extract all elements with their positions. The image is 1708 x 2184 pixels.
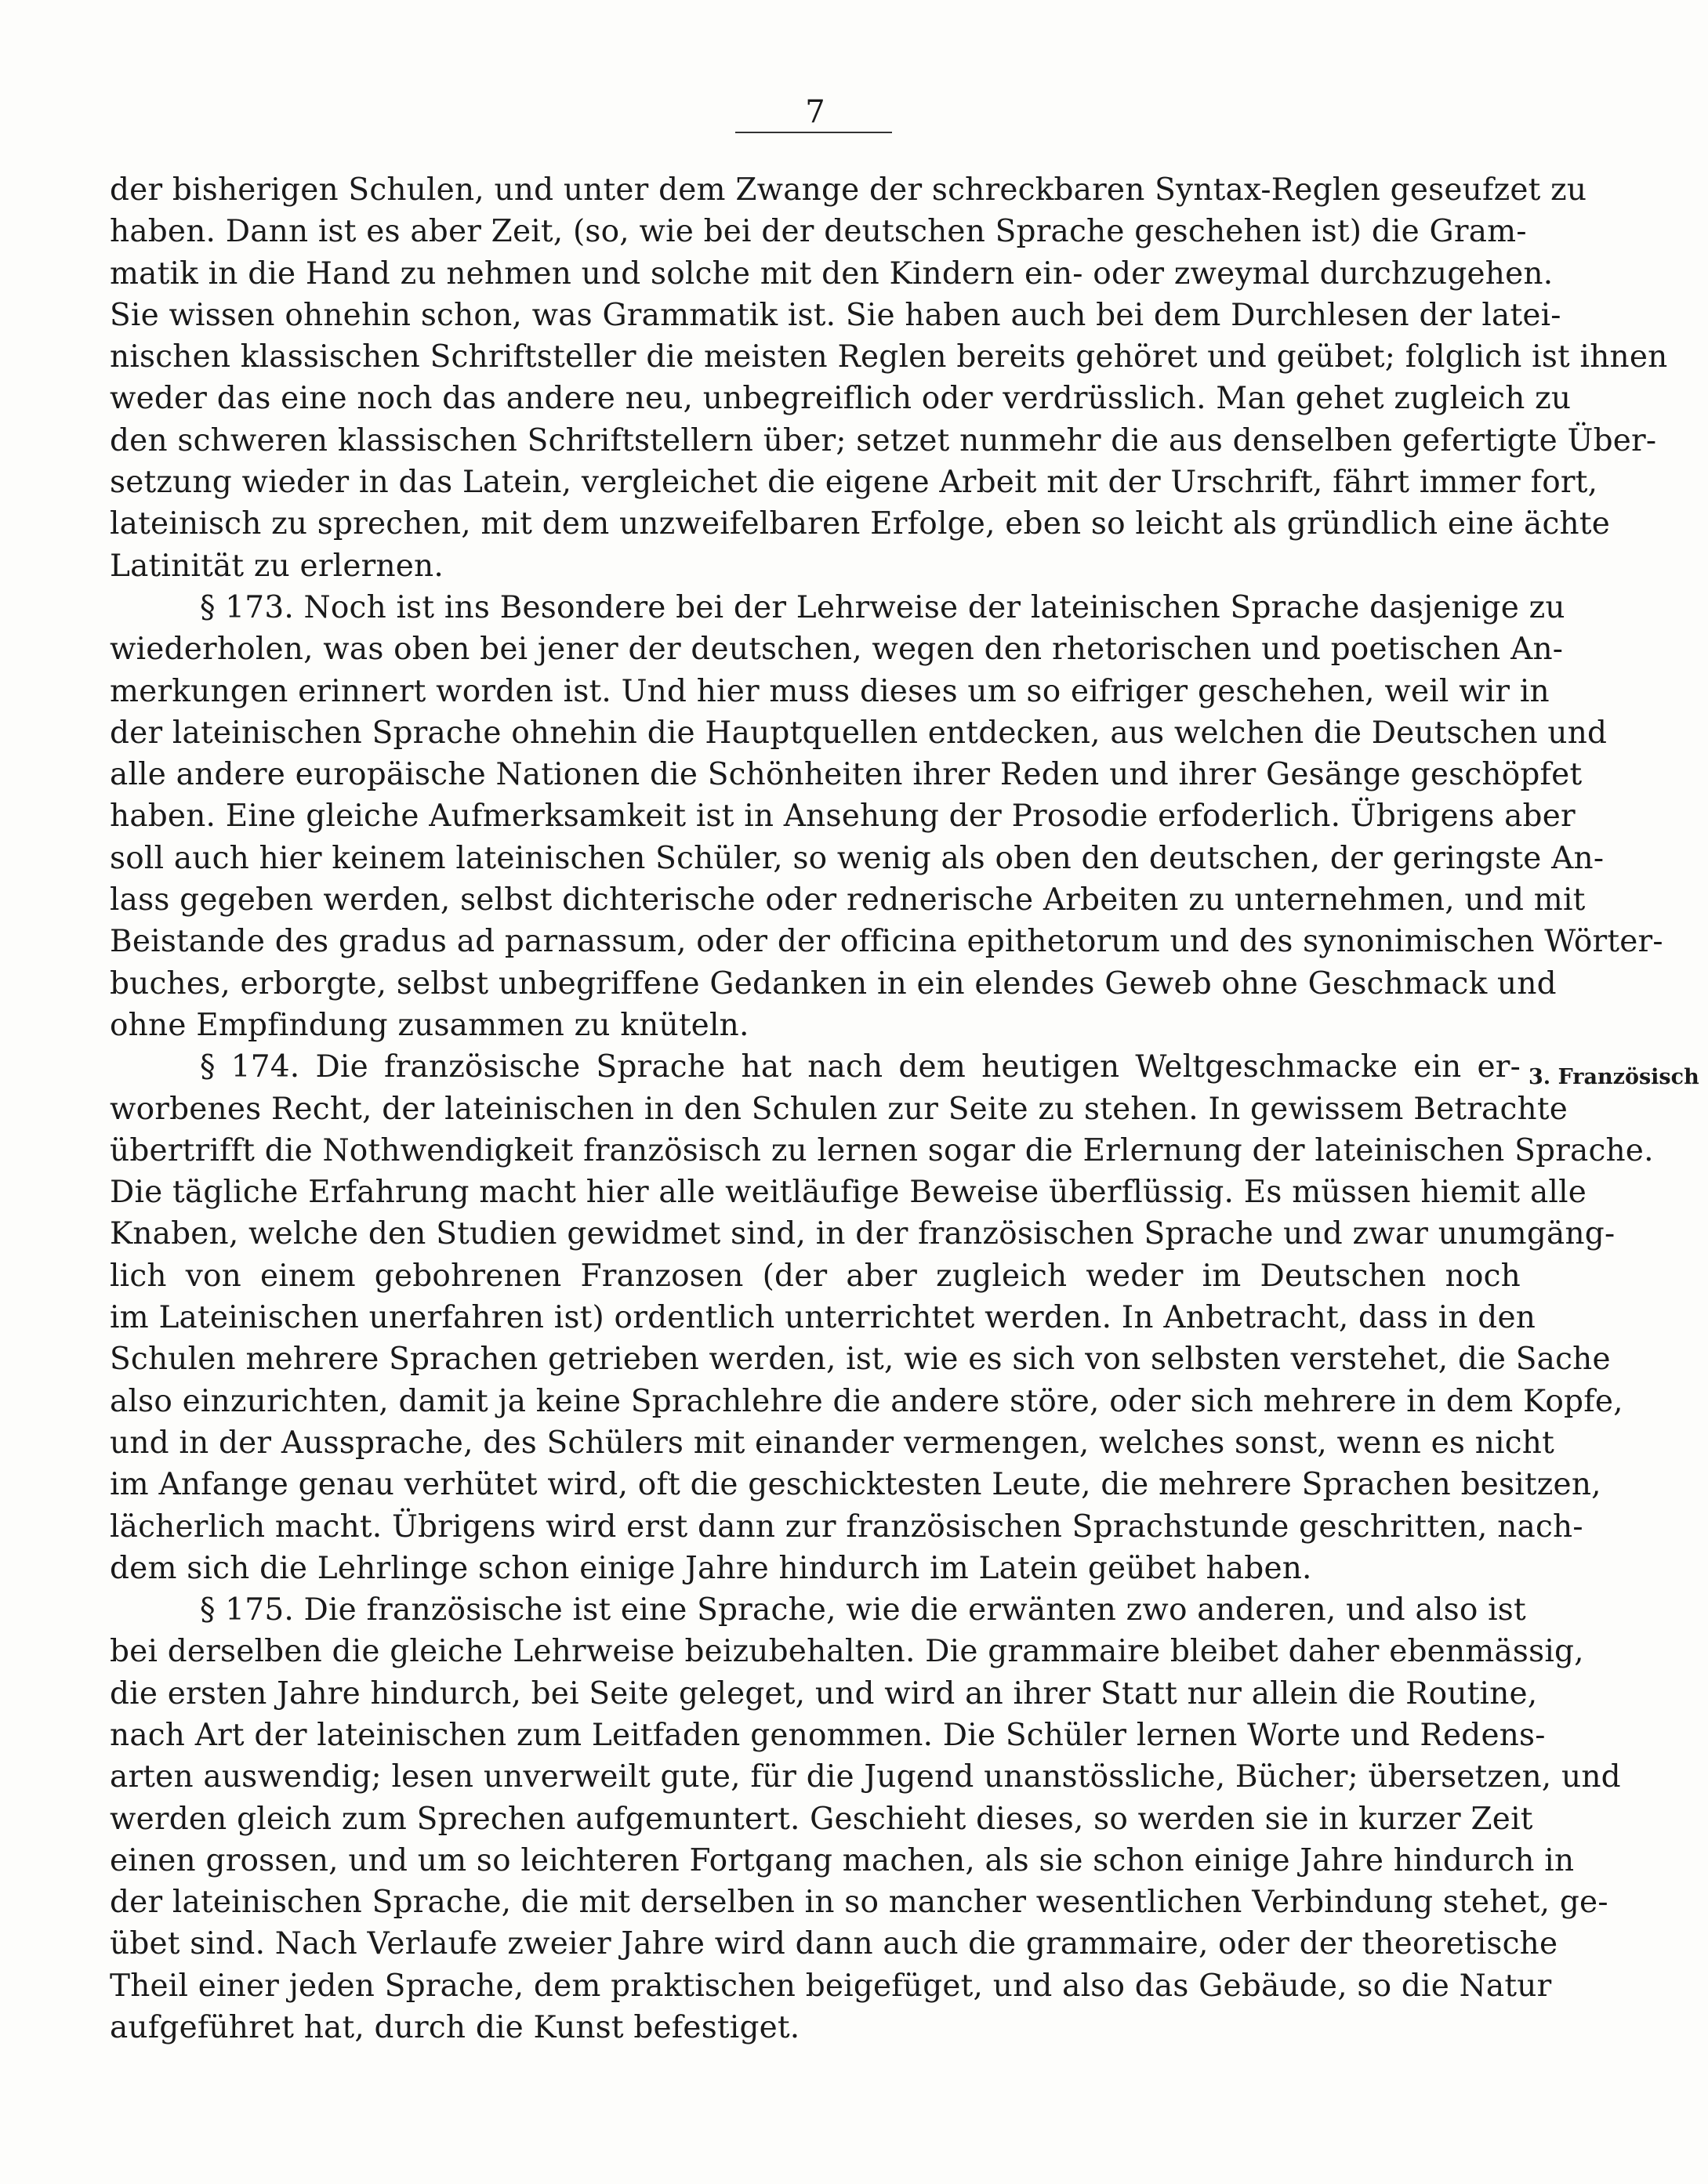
text-line: buches, erborgte, selbst unbegriffene Gedanken in ein elendes Geweb ohne Geschmack und	[110, 965, 1557, 1001]
text-line: übet sind. Nach Verlaufe zweier Jahre wird dann auch die grammaire, oder der theoretische	[110, 1926, 1558, 1962]
text-line: Sie wissen ohnehin schon, was Grammatik ist. Sie haben auch bei dem Durchlesen der latei-	[110, 297, 1561, 333]
text-line: worbenes Recht, der lateinischen in den Schulen zur Seite zu stehen. In gewissem Betrachte	[110, 1091, 1568, 1127]
text-line: Beistande des gradus ad parnassum, oder der officina epithetorum und des synonimischen Wörter-	[110, 924, 1663, 960]
marginal-note: 3. Französisch	[1528, 1065, 1699, 1089]
text-line: weder das eine noch das andere neu, unbegreiflich oder verdrüsslich. Man gehet zugleich zu	[110, 381, 1572, 417]
text-line: Die tägliche Erfahrung macht hier alle weitläufige Beweise überflüssig. Es müssen hiemit alle	[110, 1175, 1587, 1211]
text-line: nischen klassischen Schriftsteller die meisten Reglen bereits gehöret und geübet; folglich ist ihnen	[110, 339, 1668, 375]
text-line: der lateinischen Sprache ohnehin die Hauptquellen entdecken, aus welchen die Deutschen und	[110, 715, 1608, 751]
text-line: ohne Empfindung zusammen zu knüteln.	[110, 1007, 749, 1043]
text-line: nach Art der lateinischen zum Leitfaden genommen. Die Schüler lernen Worte und Redens-	[110, 1717, 1546, 1753]
text-line: den schweren klassischen Schriftstellern über; setzet nunmehr die aus denselben gefertigte Über-	[110, 422, 1657, 458]
text-line: Knaben, welche den Studien gewidmet sind, in der französischen Sprache und zwar unumgäng-	[110, 1216, 1616, 1252]
text-line: und in der Aussprache, des Schülers mit einander vermengen, welches sonst, wenn es nicht	[110, 1425, 1554, 1461]
text-line: matik in die Hand zu nehmen und solche mit den Kindern ein- oder zweymal durchzugehen.	[110, 255, 1554, 292]
paragraph-175	[110, 1589, 1621, 2048]
text-line: der bisherigen Schulen, und unter dem Zwange der schreckbaren Syntax-Reglen geseufzet zu	[110, 172, 1587, 208]
text-line: § 174. Die französische Sprache hat nach dem heutigen Weltgeschmacke ein er-	[200, 1049, 1521, 1085]
text-line: übertrifft die Nothwendigkeit französisch zu lernen sogar die Erlernung der lateinischen Sprache.	[110, 1132, 1654, 1168]
text-line: haben. Eine gleiche Aufmerksamkeit ist in Ansehung der Prosodie erfoderlich. Übrigens aber	[110, 799, 1576, 835]
header-rule	[735, 132, 892, 133]
paragraph	[110, 169, 1668, 587]
text-line: § 173. Noch ist ins Besondere bei der Lehrweise der lateinischen Sprache dasjenige zu	[200, 589, 1565, 625]
paragraph-173	[110, 587, 1663, 1046]
text-line: § 175. Die französische ist eine Sprache, wie die erwänten zwo anderen, und also ist	[200, 1592, 1526, 1628]
text-line: im Anfange genau verhütet wird, oft die geschicktesten Leute, die mehrere Sprachen besitzen,	[110, 1467, 1601, 1503]
text-line: arten auswendig; lesen unverweilt gute, für die Jugend unanstössliche, Bücher; übersetzen, und	[110, 1759, 1621, 1795]
page-number: 7	[805, 94, 825, 130]
text-line: Latinität zu erlernen.	[110, 548, 444, 584]
text-line: merkungen erinnert worden ist. Und hier muss dieses um so eifriger geschehen, weil wir in	[110, 673, 1550, 709]
text-line: der lateinischen Sprache, die mit derselben in so mancher wesentlichen Verbindung stehet, ge-	[110, 1885, 1608, 1921]
text-line: wiederholen, was oben bei jener der deutschen, wegen den rhetorischen und poetischen An-	[110, 632, 1564, 668]
text-line: dem sich die Lehrlinge schon einige Jahre hindurch im Latein geübet haben.	[110, 1550, 1312, 1586]
text-line: soll auch hier keinem lateinischen Schüler, so wenig als oben den deutschen, der geringste An-	[110, 840, 1605, 876]
text-line: einen grossen, und um so leichteren Fortgang machen, als sie schon einige Jahre hindurch in	[110, 1842, 1575, 1878]
text-line: haben. Dann ist es aber Zeit, (so, wie bei der deutschen Sprache geschehen ist) die Gram-	[110, 214, 1527, 250]
text-line: Schulen mehrere Sprachen getrieben werden, ist, wie es sich von selbsten verstehet, die Sache	[110, 1342, 1611, 1378]
text-line: lass gegeben werden, selbst dichterische oder rednerische Arbeiten zu unternehmen, und mit	[110, 882, 1586, 918]
text-line: werden gleich zum Sprechen aufgemuntert. Geschieht dieses, so werden sie in kurzer Zeit	[110, 1801, 1533, 1837]
text-line: aufgeführet hat, durch die Kunst befestiget.	[110, 2010, 800, 2046]
text-line: lächerlich macht. Übrigens wird erst dann zur französischen Sprachstunde geschritten, nach-	[110, 1509, 1583, 1545]
text-line: die ersten Jahre hindurch, bei Seite geleget, und wird an ihrer Statt nur allein die Routine,	[110, 1675, 1538, 1711]
text-line: lateinisch zu sprechen, mit dem unzweifelbaren Erfolge, eben so leicht als gründlich eine ächte	[110, 506, 1611, 542]
text-line: im Lateinischen unerfahren ist) ordentlich unterrichtet werden. In Anbetracht, dass in den	[110, 1300, 1536, 1336]
text-line: Theil einer jeden Sprache, dem praktischen beigefüget, und also das Gebäude, so die Natur	[110, 1968, 1552, 2004]
text-line: bei derselben die gleiche Lehrweise beizubehalten. Die grammaire bleibet daher ebenmässig,	[110, 1634, 1584, 1670]
text-line: also einzurichten, damit ja keine Sprachlehre die andere störe, oder sich mehrere in dem Kopfe,	[110, 1383, 1623, 1419]
text-line: setzung wieder in das Latein, vergleichet die eigene Arbeit mit der Urschrift, fährt immer fort,	[110, 465, 1598, 501]
text-line: lich von einem gebohrenen Franzosen (der aber zugleich weder im Deutschen noch	[110, 1258, 1521, 1294]
text-line: alle andere europäische Nationen die Schönheiten ihrer Reden und ihrer Gesänge geschöpfet	[110, 757, 1583, 793]
